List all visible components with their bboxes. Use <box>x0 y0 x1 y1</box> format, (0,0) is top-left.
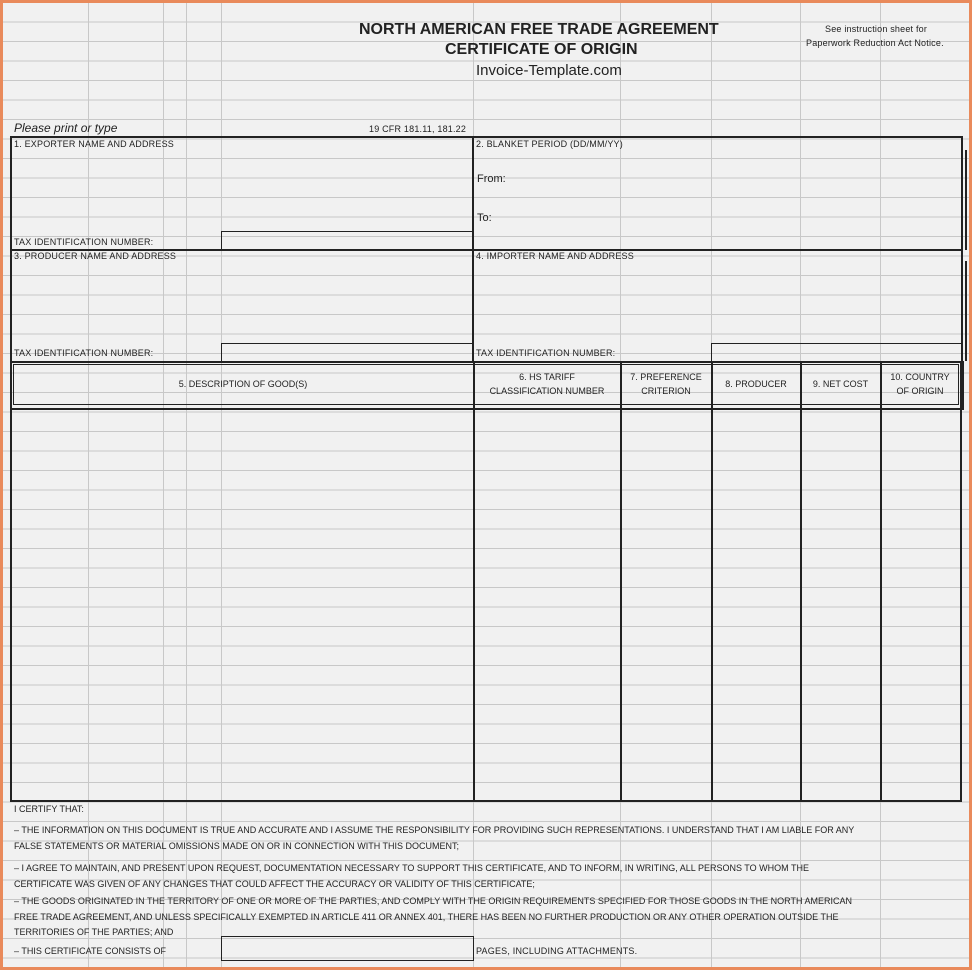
pages-suffix: PAGES, INCLUDING ATTACHMENTS. <box>476 946 638 956</box>
form-title: NORTH AMERICAN FREE TRADE AGREEMENT <box>359 21 719 38</box>
exporter-tax-id-label: TAX IDENTIFICATION NUMBER: <box>14 237 154 247</box>
importer-tax-id-input[interactable] <box>711 343 962 362</box>
col-producer-header <box>712 364 800 403</box>
importer-tax-id-label: TAX IDENTIFICATION NUMBER: <box>476 348 616 358</box>
col-hs-tariff-label-2: CLASSIFICATION NUMBER <box>489 385 605 396</box>
form-border-top <box>10 136 962 138</box>
site-name: Invoice-Template.com <box>476 62 622 79</box>
producer-tax-id-label: TAX IDENTIFICATION NUMBER: <box>14 348 154 358</box>
to-label: To: <box>477 212 492 224</box>
print-hint: Please print or type <box>14 121 118 135</box>
form-edge-right <box>965 261 967 361</box>
form-border-right <box>961 136 963 362</box>
instruction-notice: See instruction sheet for <box>825 24 928 34</box>
from-label: From: <box>477 173 506 185</box>
exporter-address-field[interactable] <box>13 152 471 232</box>
exporter-tax-id-input[interactable] <box>221 231 473 250</box>
paperwork-notice: Paperwork Reduction Act Notice. <box>806 38 944 48</box>
col-net-cost-header <box>801 364 880 403</box>
certify-paragraph-1-line-1: – THE INFORMATION ON THIS DOCUMENT IS TRUE AND ACCURATE AND I ASSUME THE RESPONSIBILITY FOR PROVIDING SUCH REPRESENTATIONS. I UNDERSTAND THAT I AM LIABLE FOR ANY <box>14 825 855 835</box>
certify-paragraph-3-line-1: – THE GOODS ORIGINATED IN THE TERRITORY OF ONE OR MORE OF THE PARTIES, AND COMPLY WITH THE ORIGIN REQUIREMENTS SPECIFIED FOR THOSE GOODS IN THE NORTH AMERICAN <box>14 896 852 906</box>
to-date-input[interactable] <box>503 210 953 228</box>
col-producer-label: 8. PRODUCER <box>725 378 787 389</box>
certify-paragraph-3-line-3: TERRITORIES OF THE PARTIES; AND <box>14 927 174 937</box>
col-country-label-2: OF ORIGIN <box>896 385 944 396</box>
certify-paragraph-3-line-2: FREE TRADE AGREEMENT, AND UNLESS SPECIFICALLY EXEMPTED IN ARTICLE 411 OR ANNEX 401, THERE HAS BEEN NO FURTHER PRODUCTION OR ANY OTHER OPERATION OUTSIDE THE <box>14 912 839 922</box>
col-net-cost-label: 9. NET COST <box>812 378 869 389</box>
goods-table-body[interactable] <box>12 407 960 799</box>
table-border-right <box>960 361 962 801</box>
col-hs-tariff-label-1: 6. HS TARIFF <box>519 371 575 382</box>
certify-heading: I CERTIFY THAT: <box>14 804 84 814</box>
certify-paragraph-2-line-1: – I AGREE TO MAINTAIN, AND PRESENT UPON REQUEST, DOCUMENTATION NECESSARY TO SUPPORT THIS CERTIFICATE, AND TO INFORM, IN WRITING, ALL PERSONS TO WHOM THE <box>14 863 809 873</box>
col-preference-header <box>621 364 711 403</box>
producer-address-field[interactable] <box>13 264 471 344</box>
form-edge-right <box>965 150 967 250</box>
col-hs-tariff-header <box>474 364 620 403</box>
certify-paragraph-2-line-2: CERTIFICATE WAS GIVEN OF ANY CHANGES THAT COULD AFFECT THE ACCURACY OR VALIDITY OF THIS CERTIFICATE; <box>14 879 535 889</box>
col-country-header <box>881 364 959 403</box>
col-preference-label-1: 7. PREFERENCE <box>630 371 702 382</box>
form-subtitle: CERTIFICATE OF ORIGIN <box>445 41 638 58</box>
producer-tax-id-input[interactable] <box>221 343 473 362</box>
importer-label: 4. IMPORTER NAME AND ADDRESS <box>476 251 634 261</box>
col-preference-label-2: CRITERION <box>641 385 691 396</box>
blanket-period-label: 2. BLANKET PERIOD (DD/MM/YY) <box>476 139 623 149</box>
cfr-reference: 19 CFR 181.11, 181.22 <box>369 124 467 134</box>
col-country-label-1: 10. COUNTRY <box>890 371 950 382</box>
col-description-label: 5. DESCRIPTION OF GOOD(S) <box>178 378 308 389</box>
producer-label: 3. PRODUCER NAME AND ADDRESS <box>14 251 177 261</box>
col-description-header <box>13 364 473 403</box>
from-date-input[interactable] <box>513 171 953 189</box>
page-count-input[interactable] <box>221 936 474 961</box>
pages-prefix: – THIS CERTIFICATE CONSISTS OF <box>14 946 167 956</box>
certify-paragraph-1-line-2: FALSE STATEMENTS OR MATERIAL OMISSIONS MADE ON OR IN CONNECTION WITH THIS DOCUMENT; <box>14 841 460 851</box>
importer-address-field[interactable] <box>475 264 959 344</box>
exporter-label: 1. EXPORTER NAME AND ADDRESS <box>14 139 174 149</box>
